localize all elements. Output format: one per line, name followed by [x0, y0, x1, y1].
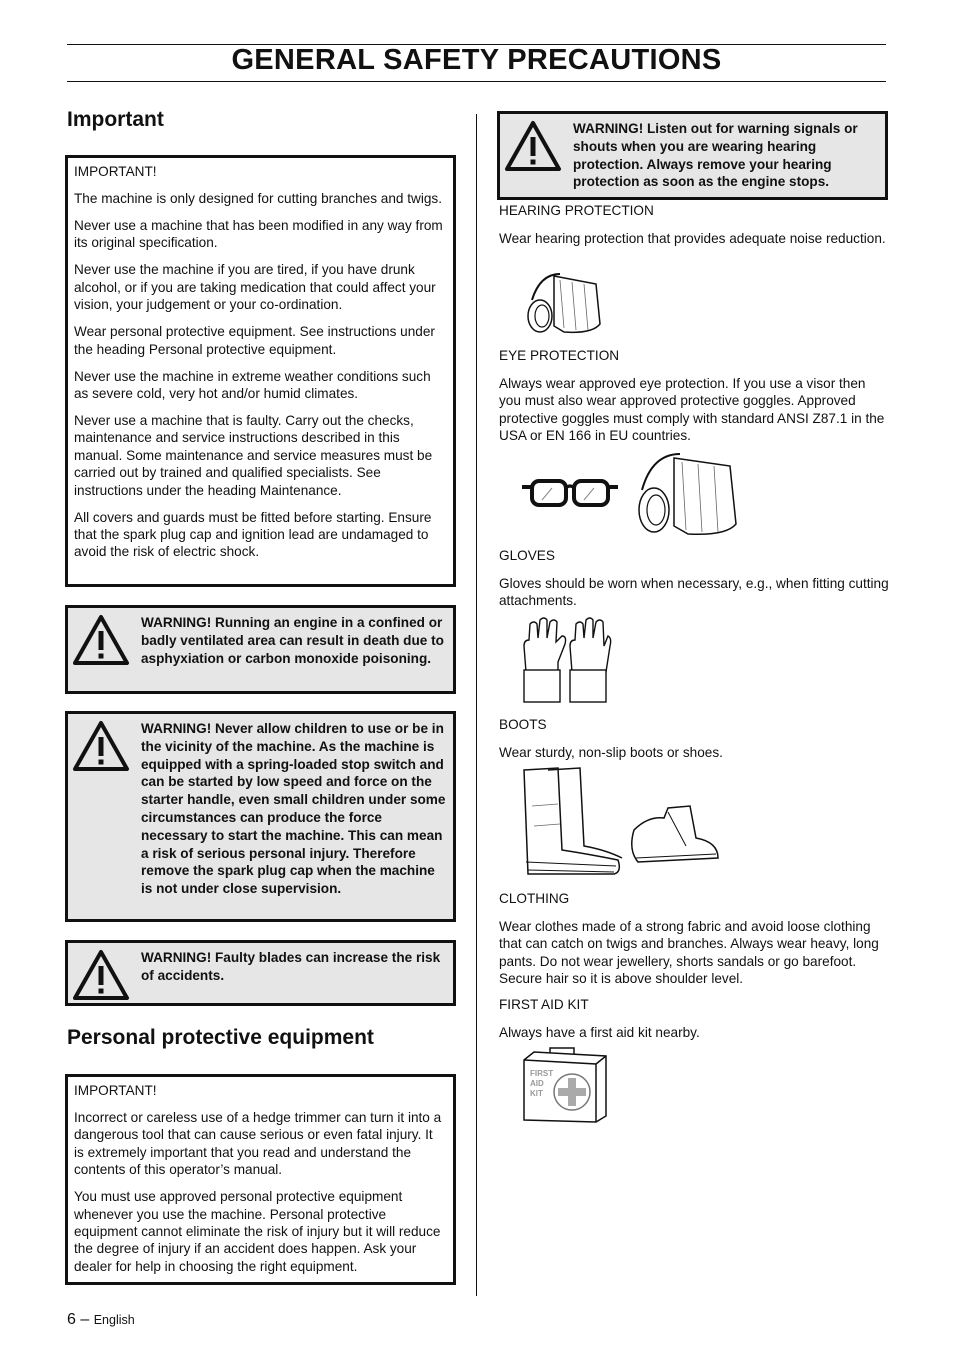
warning-box-confined-area: [65, 605, 456, 694]
warning-text: WARNING! Faulty blades can increase the risk of accidents.: [141, 950, 441, 983]
warning-text: WARNING! Never allow children to use or be in the vicinity of the machine. As the machine is equipped with a spring-loaded stop switch and can be started by low speed and force on the starter handle, even small children under some circumstances can produce the force necessary to start the machine. This can mean a risk of serious personal injury. Therefore remove the spark plug cap when the machine is not under close supervision.: [141, 721, 446, 897]
first-aid-heading: FIRST AID KIT: [499, 997, 589, 1012]
kit-label-line: FIRST: [530, 1069, 554, 1078]
column-divider: [476, 114, 477, 1296]
first-aid-text: Always have a first aid kit nearby.: [499, 1025, 700, 1040]
footer-language: English: [93, 1313, 135, 1327]
warning-triangle-icon: [72, 949, 130, 1001]
eye-heading: EYE PROTECTION: [499, 348, 620, 363]
important-paragraph: Wear personal protective equipment. See instructions under the heading Personal protective equipment.: [74, 324, 435, 357]
warning-triangle-icon: [72, 720, 130, 772]
boots-text: Wear sturdy, non-slip boots or shoes.: [499, 745, 723, 760]
gloves-icon: [520, 616, 612, 706]
first-aid-kit-icon: [520, 1046, 610, 1124]
ppe-paragraph: You must use approved personal protective equipment whenever you use the machine. Personal protective equipment cannot eliminate the risk of injury but it will reduce the degree of injury if an accident does happen. Ask your dealer for help in choosing the right equipment.: [74, 1189, 441, 1274]
warning-text: WARNING! Listen out for warning signals or shouts when you are wearing hearing protection. Always remove your hearing protection as soon as the engine stops.: [573, 121, 858, 190]
warning-box-hearing: [497, 111, 888, 200]
page-number: 6 –: [67, 1311, 90, 1328]
goggles-icon: [520, 476, 620, 508]
boots-icon: [518, 766, 722, 880]
clothing-text: Wear clothes made of a strong fabric and avoid loose clothing that can catch on twigs and branches. Always wear heavy, long pants. Do not wear jewellery, shorts sandals or go barefoot. Secure hair so it is above shoulder level.: [499, 919, 879, 987]
important-paragraph: Never use the machine in extreme weather conditions such as severe cold, very hot and/or humid climates.: [74, 368, 431, 402]
clothing-heading: CLOTHING: [499, 891, 570, 906]
important-box: [65, 155, 456, 587]
important-paragraph: All covers and guards must be fitted before starting. Ensure that the spark plug cap and ignition lead are undamaged to avoid the risk of electric shock.: [74, 509, 432, 560]
important-paragraph: Never use a machine that has been modified in any way from its original specification.: [74, 218, 443, 251]
important-paragraph: Never use the machine if you are tired, if you have drunk alcohol, or if you are taking medication that could affect your vision, your judgement or your co-ordination.: [74, 262, 436, 313]
boots-heading: BOOTS: [499, 717, 547, 732]
page-footer: [67, 1311, 135, 1329]
warning-triangle-icon: [72, 614, 130, 666]
kit-label-line: AID: [530, 1079, 544, 1088]
hearing-text: Wear hearing protection that provides adequate noise reduction.: [499, 231, 886, 246]
warning-box-faulty-blades: [65, 940, 456, 1006]
eye-text: Always wear approved eye protection. If you use a visor then you must also wear approved protective goggles. Approved protective goggles must comply with standard ANSI Z87.1 in the USA or EN 166 in EU countries.: [499, 376, 885, 444]
header-rule-bottom: [67, 81, 886, 82]
important-paragraph: The machine is only designed for cutting branches and twigs.: [74, 191, 442, 206]
ppe-important-box: [65, 1074, 456, 1285]
gloves-heading: GLOVES: [499, 548, 555, 563]
ear-muffs-visor-icon: [630, 450, 742, 538]
ear-muffs-visor-icon: [520, 270, 604, 336]
warning-triangle-icon: [504, 120, 562, 172]
important-heading: Important: [67, 108, 164, 131]
page-title: GENERAL SAFETY PRECAUTIONS: [231, 44, 722, 76]
kit-label-line: KIT: [530, 1089, 543, 1098]
ppe-paragraph: Incorrect or careless use of a hedge trimmer can turn it into a dangerous tool that can cause serious or even fatal injury. It is extremely important that you read and understand the contents of this operator’s manual.: [74, 1110, 442, 1178]
warning-text: WARNING! Running an engine in a confined or badly ventilated area can result in death due to asphyxiation or carbon monoxide poisoning.: [141, 615, 444, 666]
warning-box-children: [65, 711, 456, 922]
important-label: IMPORTANT!: [74, 164, 157, 179]
important-paragraph: Never use a machine that is faulty. Carry out the checks, maintenance and service instructions described in this manual. Some maintenance and service measures must be carried out by trained and qualified specialists. See instructions under the heading Maintenance.: [74, 413, 433, 498]
ppe-important-label: IMPORTANT!: [74, 1083, 157, 1098]
ppe-heading: Personal protective equipment: [67, 1026, 374, 1049]
gloves-text: Gloves should be worn when necessary, e.g., when fitting cutting attachments.: [499, 576, 889, 609]
hearing-heading: HEARING PROTECTION: [499, 203, 654, 218]
